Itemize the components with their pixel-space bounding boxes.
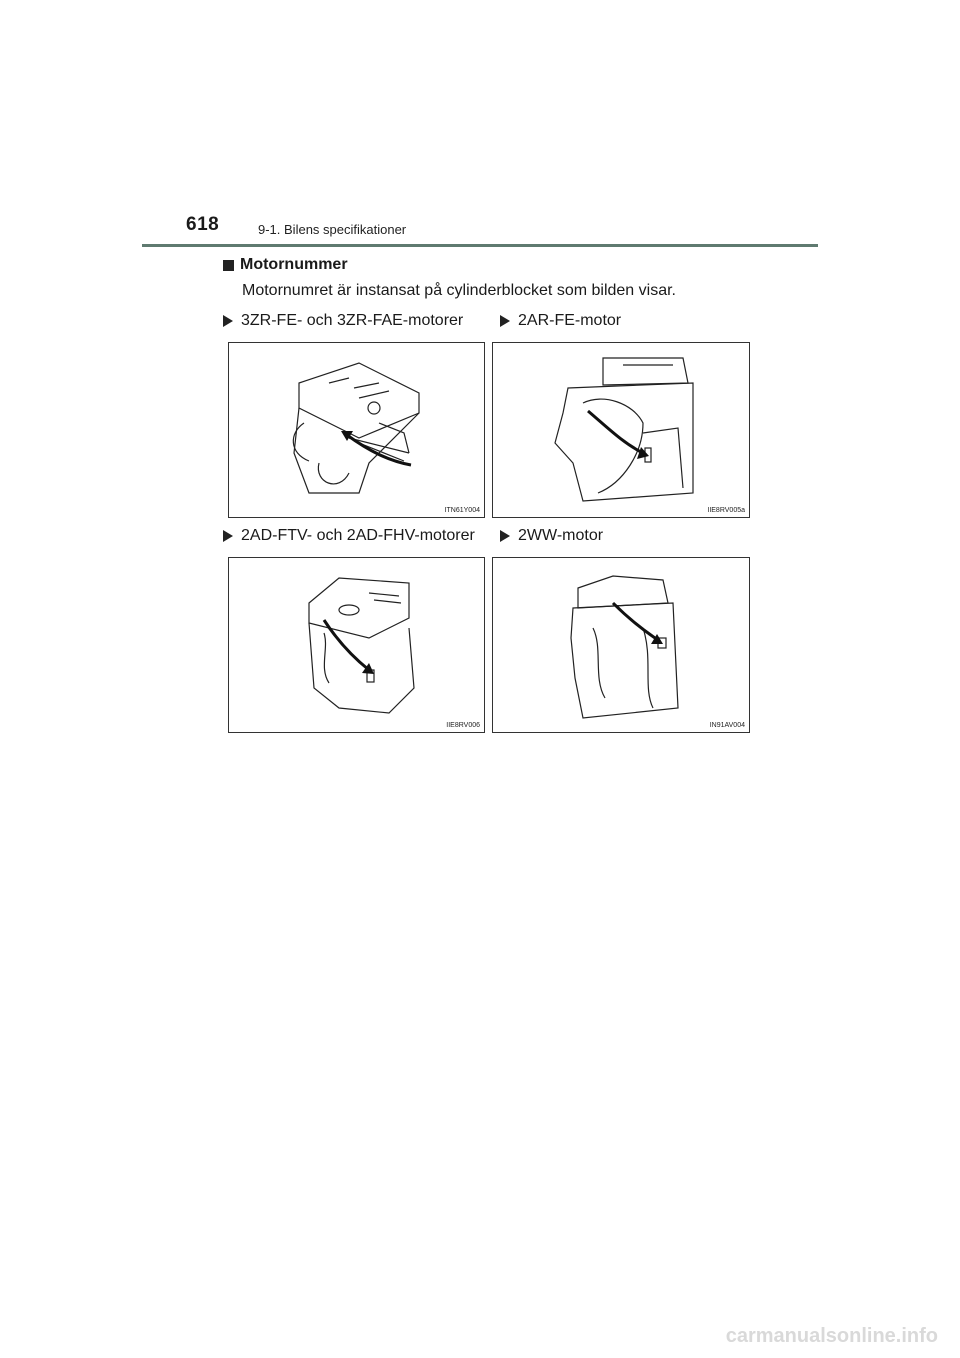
- triangle-bullet-icon: [500, 530, 510, 542]
- figure-caption-4: [500, 527, 603, 545]
- square-bullet-icon: [223, 260, 234, 271]
- triangle-bullet-icon: [223, 315, 233, 327]
- engine-figure-2ww: [492, 557, 750, 733]
- section-heading-text: Motornummer: [240, 256, 348, 273]
- engine-illustration-icon: [493, 343, 751, 519]
- figure-caption-text: 2AR-FE-motor: [518, 312, 622, 329]
- figure-code: IN91AV004: [709, 722, 745, 729]
- engine-illustration-icon: [229, 558, 486, 734]
- engine-figure-2ad: [228, 557, 485, 733]
- figure-code: ITN61Y004: [444, 507, 480, 514]
- breadcrumb: 9-1. Bilens specifikationer: [258, 222, 407, 237]
- figure-code: IIE8RV005a: [707, 507, 745, 514]
- header-divider: [142, 244, 818, 247]
- figure-caption-3: [223, 527, 475, 545]
- figure-caption-text: 3ZR-FE- och 3ZR-FAE-motorer: [241, 312, 464, 329]
- engine-illustration-icon: [229, 343, 486, 519]
- engine-illustration-icon: [493, 558, 751, 734]
- engine-figure-2ar: [492, 342, 750, 518]
- body-text: Motornumret är instansat på cylinderblocket som bilden visar.: [242, 282, 676, 299]
- triangle-bullet-icon: [500, 315, 510, 327]
- figure-caption-text: 2WW-motor: [518, 527, 604, 544]
- engine-figure-3zr: [228, 342, 485, 518]
- watermark: carmanualsonline.info: [725, 1325, 938, 1347]
- triangle-bullet-icon: [223, 530, 233, 542]
- figure-caption-text: 2AD-FTV- och 2AD-FHV-motorer: [241, 527, 475, 544]
- section-heading: [223, 256, 348, 274]
- figure-caption-2: [500, 312, 621, 330]
- figure-caption-1: [223, 312, 463, 330]
- figure-code: IIE8RV006: [446, 722, 480, 729]
- page-number: 618: [186, 214, 220, 235]
